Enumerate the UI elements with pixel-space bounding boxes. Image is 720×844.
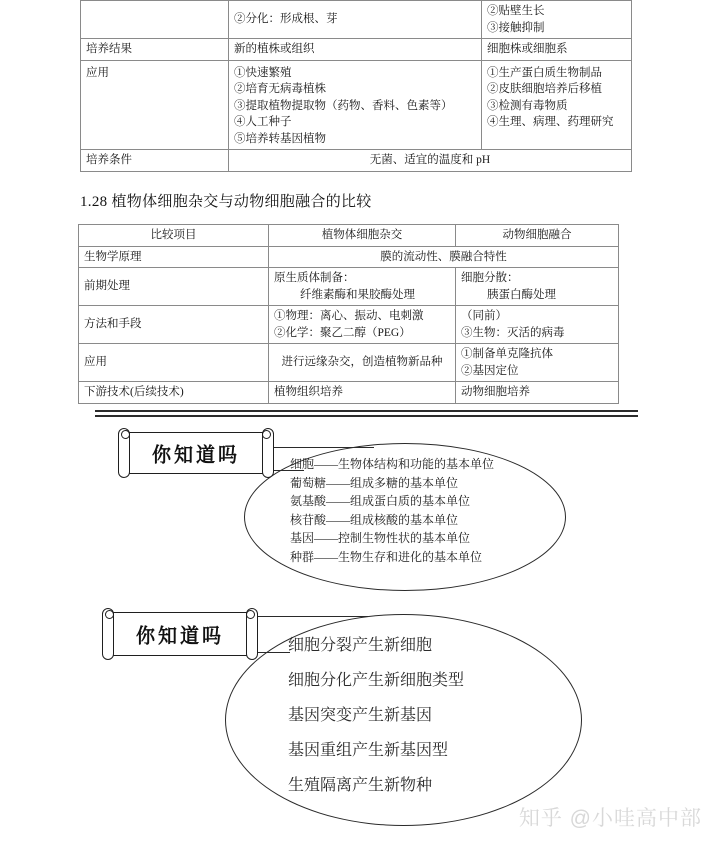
banner-label: 你知道吗 xyxy=(151,443,240,467)
cell-line: 进行远缘杂交，创造植物新品种 xyxy=(281,356,443,369)
cell-plant xyxy=(229,39,482,61)
table-hybrid-fusion-comparison xyxy=(78,224,619,404)
cell-line: （同前） xyxy=(461,310,507,322)
table-row xyxy=(79,344,619,382)
table-row xyxy=(81,150,632,172)
know-list-item: 生殖隔离产生新物种 xyxy=(288,777,433,794)
cell-line: 胰蛋白酶处理 xyxy=(487,288,556,301)
cell-merged: 膜的流动性、膜融合特性 xyxy=(269,246,619,268)
cell-line: 纤维素酶和果胶酶处理 xyxy=(300,288,415,301)
cell-line: ③接触抑制 xyxy=(487,21,545,34)
cell-line: 原生质体制备： xyxy=(274,272,355,284)
know-list-item: 基因重组产生新基因型 xyxy=(288,742,449,759)
cell-animal xyxy=(482,39,632,61)
table-row xyxy=(79,246,619,268)
cell-line: ②皮肤细胞培养后移植 xyxy=(487,83,602,95)
cell-line: ③生物：灭活的病毒 xyxy=(461,326,565,339)
cell-line: 细胞分散： xyxy=(461,272,519,284)
cell-line: ③检测有毒物质 xyxy=(487,99,568,112)
table-row xyxy=(81,1,632,39)
cell-label: 前期处理 xyxy=(79,268,269,306)
cell-line: 动物细胞培养 xyxy=(461,386,530,398)
table-row xyxy=(79,306,619,344)
cell-line: ④生理、病理、药理研究 xyxy=(487,116,614,128)
cell-animal xyxy=(482,60,632,150)
scroll-banner xyxy=(110,612,250,656)
section-title: 1.28 植物体细胞杂交与动物细胞融合的比较 xyxy=(80,194,372,210)
cell-line: ④人工种子 xyxy=(234,116,292,128)
table-cell-culture-comparison xyxy=(80,0,632,172)
column-header-plant: 植物体细胞杂交 xyxy=(269,225,456,247)
table-row xyxy=(81,60,632,150)
cell-animal xyxy=(456,268,619,306)
cell-line: ②化学：聚乙二醇（PEG） xyxy=(274,326,411,339)
know-list-item: 细胞分裂产生新细胞 xyxy=(288,637,433,654)
cell-plant xyxy=(269,344,456,382)
cell-line: 植物组织培养 xyxy=(274,386,343,398)
know-list-item: 葡萄糖——组成多糖的基本单位 xyxy=(290,475,459,490)
know-list-item: 核苷酸——组成核酸的基本单位 xyxy=(290,512,459,527)
scroll-knob-right-icon xyxy=(262,430,271,439)
cell-animal xyxy=(456,382,619,404)
scroll-knob-right-icon xyxy=(246,610,255,619)
cell-line: 细胞株或细胞系 xyxy=(487,43,568,55)
banner-label: 你知道吗 xyxy=(135,624,224,648)
cell-line: ①物理：离心、振动、电刺激 xyxy=(274,310,424,322)
scroll-knob-left-icon xyxy=(121,430,130,439)
know-list-item: 氨基酸——组成蛋白质的基本单位 xyxy=(290,494,471,509)
cell-label: 生物学原理 xyxy=(79,246,269,268)
cell-label: 应用 xyxy=(81,60,229,150)
know-list xyxy=(290,455,494,567)
cell-label: 应用 xyxy=(79,344,269,382)
cell-animal xyxy=(456,344,619,382)
cell-label xyxy=(81,1,229,39)
cell-merged: 无菌、适宜的温度和 pH xyxy=(229,150,632,172)
cell-line: ①生产蛋白质生物制品 xyxy=(487,66,602,79)
table-header-row xyxy=(79,225,619,247)
cell-line: ③提取植物提取物（药物、香料、色素等） xyxy=(234,99,453,112)
cell-line: ②贴壁生长 xyxy=(487,5,545,17)
cell-line: ②培育无病毒植株 xyxy=(234,83,326,95)
cell-plant xyxy=(229,1,482,39)
cell-animal xyxy=(456,306,619,344)
banner-connector-top xyxy=(248,616,368,617)
table-row xyxy=(79,382,619,404)
cell-plant xyxy=(269,306,456,344)
cell-line: 新的植株或组织 xyxy=(234,43,315,55)
cell-animal xyxy=(482,1,632,39)
column-header-animal: 动物细胞融合 xyxy=(456,225,619,247)
cell-label: 培养条件 xyxy=(81,150,229,172)
know-list-item: 基因——控制生物性状的基本单位 xyxy=(290,531,471,546)
watermark: 知乎 @小哇高中部 xyxy=(518,807,702,830)
cell-plant xyxy=(229,60,482,150)
know-list-item: 种群——生物生存和进化的基本单位 xyxy=(290,549,483,564)
column-header-item: 比较项目 xyxy=(79,225,269,247)
cell-label: 培养结果 xyxy=(81,39,229,61)
scroll-banner xyxy=(126,432,266,474)
know-list-item: 基因突变产生新基因 xyxy=(288,707,433,724)
cell-line: ①制备单克隆抗体 xyxy=(461,348,553,360)
cell-line: ②基因定位 xyxy=(461,364,519,377)
table-row xyxy=(81,39,632,61)
table-row xyxy=(79,268,619,306)
cell-plant xyxy=(269,382,456,404)
cell-plant xyxy=(269,268,456,306)
scroll-knob-left-icon xyxy=(105,610,114,619)
know-list-item: 细胞——生物体结构和功能的基本单位 xyxy=(290,457,495,471)
cell-line: ①快速繁殖 xyxy=(234,66,292,79)
know-list-item: 细胞分化产生新细胞类型 xyxy=(288,672,465,689)
cell-label: 方法和手段 xyxy=(79,306,269,344)
section-divider-rule xyxy=(95,410,638,417)
banner-connector-top xyxy=(264,447,374,448)
cell-line: ②分化：形成根、芽 xyxy=(234,13,338,26)
cell-line: ⑤培养转基因植物 xyxy=(234,132,326,145)
cell-label: 下游技术(后续技术) xyxy=(79,382,269,404)
know-list xyxy=(288,628,464,803)
